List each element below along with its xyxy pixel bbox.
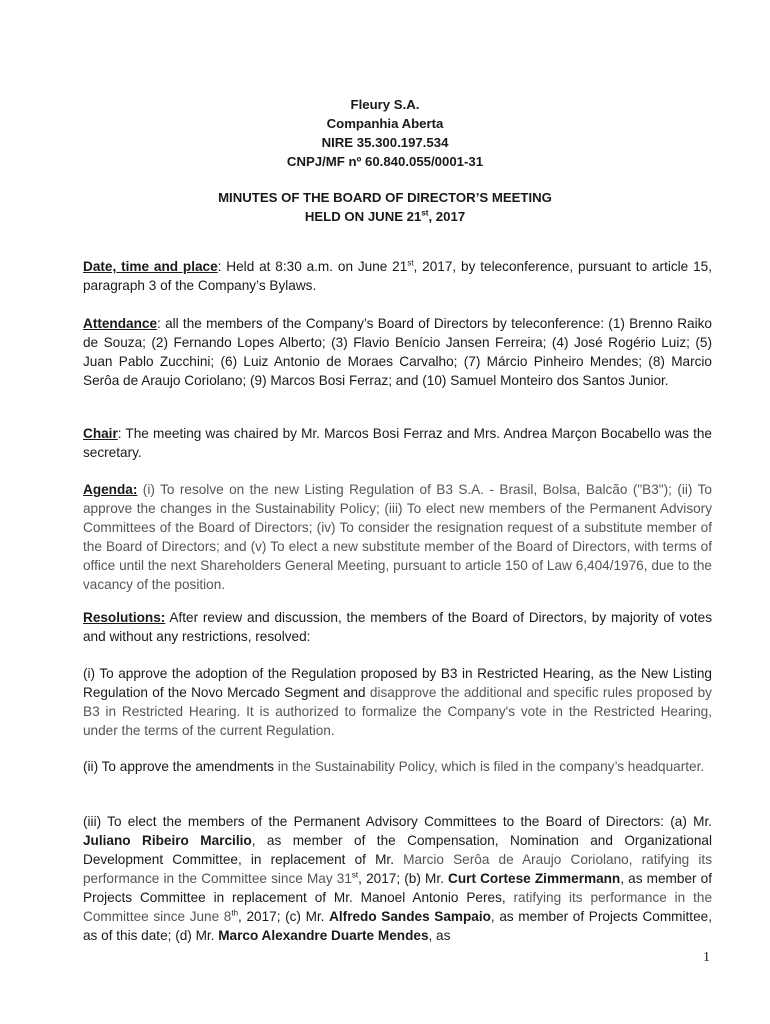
item-iii-text: ratifying its performance in the Committee since June 8 <box>83 890 713 924</box>
resolutions-text: After review and discussion, the members of the Board of Directors, by majority of votes and without any restrictions, resolved: <box>83 610 712 644</box>
date-time-place-text: Held at 8:30 a.m. on June 21 <box>221 259 408 274</box>
company-header <box>0 95 770 171</box>
ordinal-suffix: th <box>231 908 239 918</box>
resolutions-label: Resolutions: <box>83 610 166 625</box>
agenda-text: (i) To resolve on the new Listing Regulation of B3 S.A. - Brasil, Bolsa, Balcão ("B3"); (ii) To approve the changes in the Sustainability Policy; (iii) To elect new members of the Permanent Advisory Committees of the Board of Directors; (iv) To consider the resignation request of a substitute member of the Board of Directors; and (v) To elect a new substitute member of the Board of Directors, with terms of office until the next Shareholders General Meeting, pursuant to article 150 of Law 6,404/1976, due to the vacancy of the position. <box>83 482 712 592</box>
item-iii-text: , as member of Projects Committee in replacement of Mr. Manoel Antonio Peres, <box>83 871 713 905</box>
page-number: 1 <box>703 950 710 965</box>
ordinal-suffix: st <box>407 258 414 268</box>
section-resolutions <box>83 608 712 646</box>
item-iii-text: , as member of the Compensation, Nomination and Organizational Development Committee, in replacement of Mr. <box>83 833 713 867</box>
section-attendance <box>83 314 712 390</box>
item-i-text: (i) To approve the adoption of the Regulation proposed by B3 in Restricted Hearing, as the New Listing Regulation of the Novo Mercado Segment and <box>83 666 712 700</box>
date-time-place-label: Date, time and place <box>83 259 218 274</box>
agenda-label: Agenda: <box>83 482 138 497</box>
member-name: Juliano Ribeiro Marcilio <box>83 833 252 848</box>
chair-label: Chair <box>83 426 118 441</box>
item-iii-text: Marcio Serôa de Araujo Coriolano, ratifying its performance in the Committee since May 31 <box>83 852 712 886</box>
attendance-label: Attendance <box>83 316 158 331</box>
title-line-1: MINUTES OF THE BOARD OF DIRECTOR’S MEETING <box>218 190 552 205</box>
ordinal-suffix: st <box>351 870 359 880</box>
title-date-suffix: st <box>421 208 429 218</box>
title-date: HELD ON JUNE 21 <box>304 209 422 224</box>
item-ii-text: (ii) To approve the amendments <box>83 759 278 774</box>
company-cnpj: CNPJ/MF nº 60.840.055/0001-31 <box>286 154 484 169</box>
item-iii-text: (iii) To elect the members of the Permanent Advisory Committees to the Board of Directors: (a) Mr. <box>83 814 712 829</box>
label-colon: : <box>117 426 122 441</box>
section-agenda <box>83 480 712 594</box>
member-name: Marco Alexandre Duarte Mendes <box>218 928 429 943</box>
member-name: Curt Cortese Zimmermann <box>448 871 621 886</box>
item-iii-text: , as member of Projects Committee, as of this date; (d) Mr. <box>83 909 712 943</box>
company-name: Fleury S.A. <box>350 97 420 112</box>
item-iii-text: , 2017; (c) Mr. <box>238 909 330 924</box>
date-time-place-text-2: , 2017, by teleconference, pursuant to article 15, paragraph 3 of the Company’s Bylaws. <box>83 259 712 293</box>
resolution-item-ii <box>83 757 712 776</box>
chair-text: The meeting was chaired by Mr. Marcos Bosi Ferraz and Mrs. Andrea Marçon Bocabello was the secretary. <box>83 426 712 460</box>
section-chair <box>83 424 712 462</box>
member-name: Alfredo Sandes Sampaio <box>329 909 491 924</box>
label-colon: : <box>157 316 161 331</box>
section-date-time-place <box>83 257 712 295</box>
item-iii-text: , as <box>428 928 451 943</box>
resolution-item-iii <box>83 812 712 945</box>
company-nire: NIRE 35.300.197.534 <box>321 135 449 150</box>
item-ii-text-2: in the Sustainability Policy, which is filed in the company’s headquarter. <box>277 759 705 774</box>
title-year: , 2017 <box>428 209 466 224</box>
item-i-text-2: disapprove the additional and specific rules proposed by B3 in Restricted Hearing. It is authorized to formalize the Company's vote in the Restricted Hearing, under the terms of the current Regulation. <box>83 685 712 738</box>
title-line-2 <box>0 207 770 226</box>
attendance-text: all the members of the Company’s Board of Directors by teleconference: (1) Brenno Raiko de Souza; (2) Fernando Lopes Alberto; (3) Flavio Benício Jansen Ferreira; (4) José Rogério Luiz; (5) Juan Pablo Zucchini; (6) Luiz Antonio de Moraes Carvalho; (7) Márcio Pinheiro Mendes; (8) Marcio Serôa de Araujo Coriolano; (9) Marcos Bosi Ferraz; and (10) Samuel Monteiro dos Santos Junior. <box>83 316 712 388</box>
document-title <box>0 188 770 226</box>
company-type: Companhia Aberta <box>326 116 444 131</box>
label-colon: : <box>217 259 222 274</box>
resolution-item-i <box>83 664 712 740</box>
item-iii-text: , 2017; (b) Mr. <box>358 871 449 886</box>
